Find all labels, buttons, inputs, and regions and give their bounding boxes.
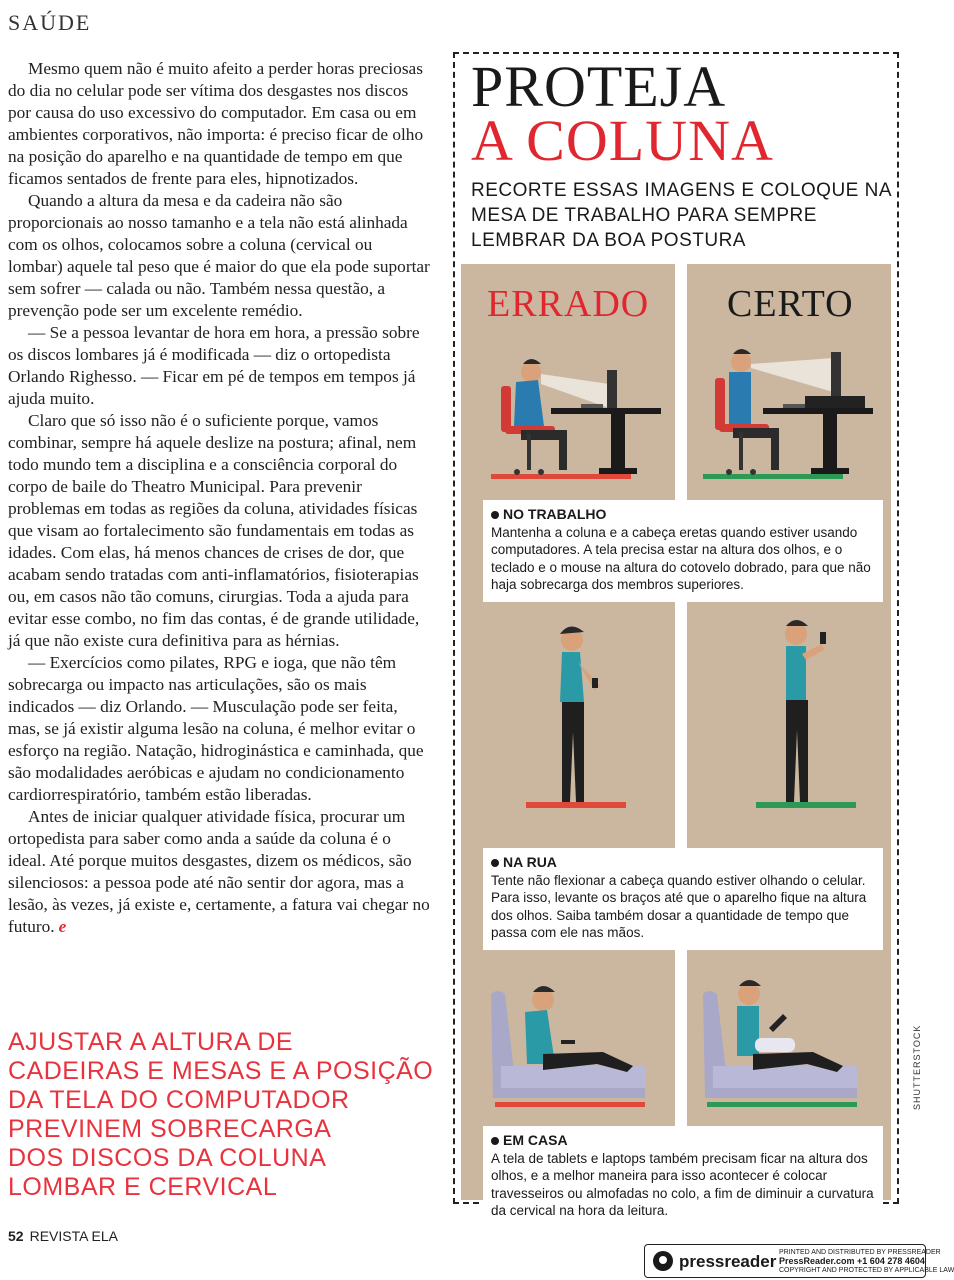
pressreader-line3: COPYRIGHT AND PROTECTED BY APPLICABLE LAW (779, 1267, 954, 1274)
end-mark: e (58, 917, 67, 936)
tip-home-text: A tela de tablets e laptops também precisam ficar na altura dos olhos, e a melhor maneira para isso acontecer é colocar travesseiros ou almofadas no colo, a fim de diminuir a curvatura da cervical na hora da leitura. (491, 1150, 874, 1218)
pullquote-line: LOMBAR E CERVICAL (8, 1173, 278, 1201)
article-body (8, 58, 430, 938)
photo-credit: SHUTTERSTOCK (912, 1024, 922, 1110)
paragraph-text: Antes de iniciar qualquer atividade física, procurar um ortopedista para saber como anda a saúde da coluna é o ideal. Até porque muitos desgastes, dizem os médicos, são silenciosos: a pessoa pode até não sentir dor agora, mas a lesão, às vezes, já existe e, certamente, a fatura vai chegar no futuro. (8, 807, 430, 936)
pressreader-brand: pressreader (679, 1252, 777, 1271)
pullquote (8, 1028, 438, 1202)
right-phone-illustration (746, 614, 866, 814)
paragraph: Quando a altura da mesa e da cadeira não são proporcionais ao nosso tamanho e a tela não está alinhada com os olhos, colocamos sobre a coluna (cervical ou lombar) aquele tal peso que é maior do que ela pode suportar sem sofrer — calada ou não. Também nessa questão, a prevenção pode ser um excelente remédio. (8, 191, 430, 320)
paragraph-last (8, 806, 430, 938)
illustration-area (461, 264, 891, 1218)
pressreader-line1: PRINTED AND DISTRIBUTED BY PRESSREADER (779, 1249, 941, 1256)
page-footer (8, 1228, 118, 1244)
tip-home-heading: EM CASA (491, 1132, 875, 1150)
panel-subtitle: RECORTE ESSAS IMAGENS E COLOQUE NA MESA DE TRABALHO PARA SEMPRE LEMBRAR DA BOA POSTURA (471, 180, 891, 251)
wrong-phone-illustration (516, 614, 636, 814)
tip-work-heading: NO TRABALHO (491, 506, 875, 524)
tip-street-text: Tente não flexionar a cabeça quando estiver olhando o celular. Para isso, levante os braços até que o aparelho fique na altura dos olhos. Saiba também dosar a quantidade de tempo que passa com ele nas mãos. (491, 872, 867, 940)
panel-title-line2: A COLUNA (471, 108, 774, 173)
wrong-couch-illustration (481, 954, 671, 1114)
panel-title-line1: PROTEJA (471, 54, 727, 119)
tip-work (483, 500, 883, 602)
column-divider (675, 264, 687, 1200)
panel-title (471, 54, 774, 173)
pressreader-logo-icon (653, 1251, 673, 1271)
pullquote-line: DOS DISCOS DA COLUNA (8, 1144, 327, 1172)
pullquote-line: AJUSTAR A ALTURA DE (8, 1028, 294, 1056)
section-label: SAÚDE (8, 10, 92, 35)
page-number: 52 (8, 1228, 24, 1244)
pressreader-badge (644, 1244, 954, 1278)
pressreader-line2: PressReader.com +1 604 278 4604 (779, 1256, 925, 1266)
tip-street-heading: NA RUA (491, 854, 875, 872)
pullquote-line: CADEIRAS E MESAS E A POSIÇÃO (8, 1057, 434, 1085)
tip-street (483, 848, 883, 950)
wrong-label: ERRADO (487, 283, 650, 325)
posture-panel (453, 52, 899, 1218)
pullquote-line: DA TELA DO COMPUTADOR (8, 1086, 350, 1114)
wrong-desk-illustration (481, 334, 671, 484)
paragraph: — Exercícios como pilates, RPG e ioga, que não têm sobrecarga ou impacto nas articulações, são os mais indicados — diz Orlando. — Musculação pode ser feita, mas, se já existir alguma lesão na coluna, é melhor evitar o esforço na região. Natação, hidroginástica e caminhada, que são modalidades aeróbicas e ajudam no condicionamento cardiorrespiratório, também estão liberadas. (8, 653, 424, 804)
tip-home (483, 1126, 883, 1228)
paragraph: Claro que só isso não é o suficiente porque, vamos combinar, sempre há aquele deslize na postura; afinal, nem todo mundo tem a disciplina e a consciência corporal do corpo de baile do Theatro Municipal. Para prevenir problemas em todas as regiões da coluna, atividades físicas que visam ao fortalecimento são fundamentais em todas as idades. Com elas, há menos chances de crises de dor, que acabam sendo tratadas com anti-inflamatórios, fisioterapias ou, em casos não tão comuns, cirurgias. Toda a ajuda para evitar esse combo, no fim das contas, é de grande utilidade, já que não existe cura definitiva para as hérnias. (8, 411, 420, 650)
pullquote-line: PREVINEM SOBRECARGA (8, 1115, 332, 1143)
right-desk-illustration (693, 334, 883, 484)
magazine-name: REVISTA ELA (29, 1228, 119, 1244)
right-couch-illustration (693, 954, 883, 1114)
paragraph: Mesmo quem não é muito afeito a perder horas preciosas do dia no celular pode ser vítima dos desgastes nos discos por causa do uso excessivo do computador. Em casa ou em ambientes corporativos, não importa: é preciso ficar de olho na posição do aparelho e na quantidade de tempo em que ficamos sentados de frente para eles, hipnotizados. (8, 59, 424, 188)
pressreader-info (779, 1248, 954, 1275)
tip-work-text: Mantenha a coluna e a cabeça eretas quando estiver usando computadores. A tela precisa estar na altura dos olhos, e o teclado e o mouse na altura do cotovelo dobrado, para que não haja sobrecarga dos membros superiores. (491, 524, 871, 592)
right-label: CERTO (727, 283, 854, 325)
paragraph: — Se a pessoa levantar de hora em hora, a pressão sobre os discos lombares já é modificada — diz o ortopedista Orlando Righesso. — Ficar em pé de tempos em tempos já ajuda muito. (8, 323, 420, 408)
